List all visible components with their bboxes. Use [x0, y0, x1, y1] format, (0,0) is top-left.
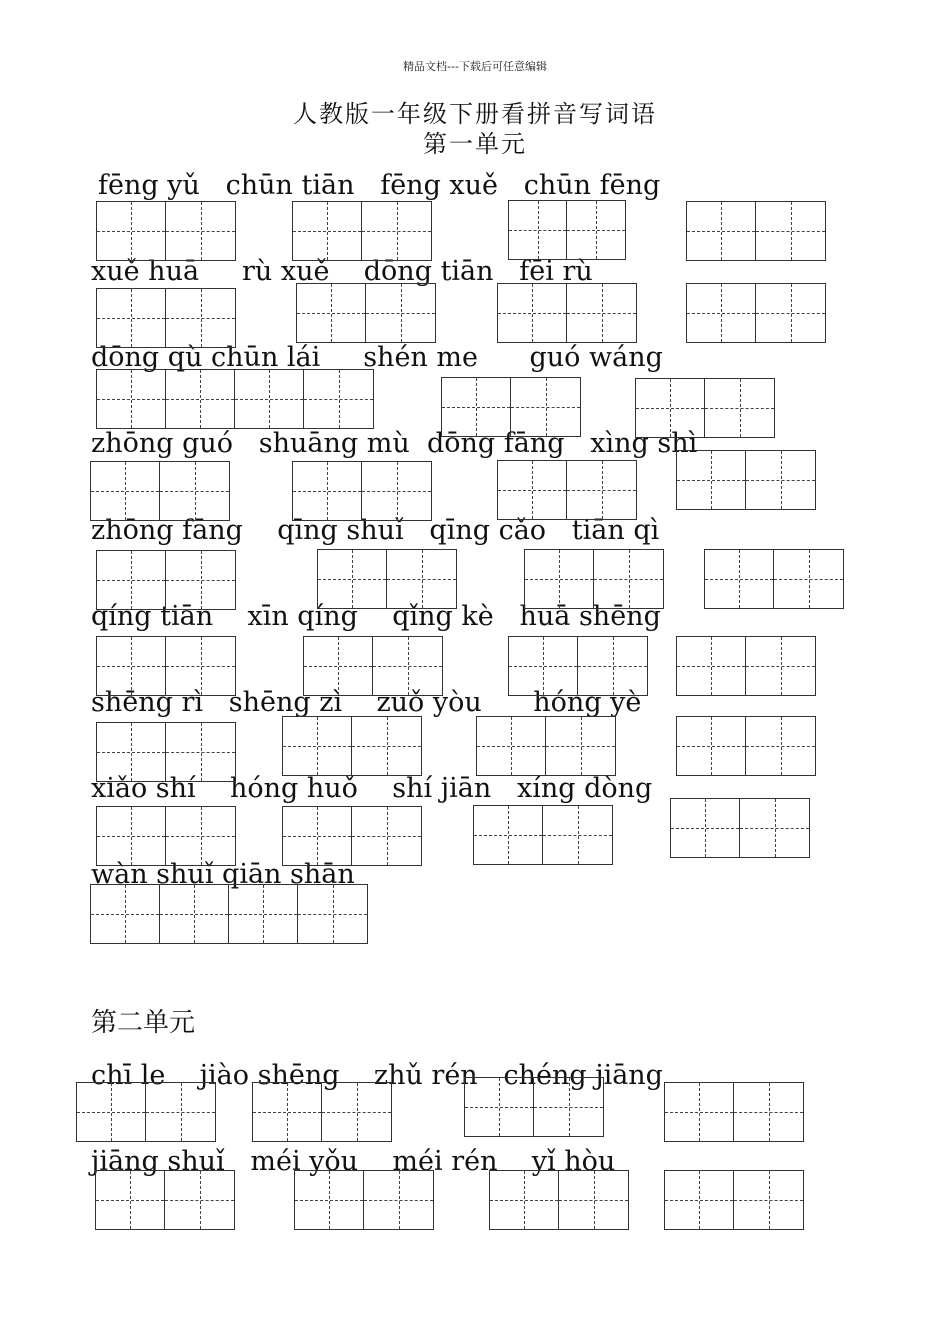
writing-box[interactable] [292, 461, 432, 521]
pinyin-row: jiāng shuǐ méi yǒu méi rén yǐ hòu [91, 1146, 616, 1177]
writing-box[interactable] [524, 549, 664, 609]
unit1-heading: 第一单元 [423, 130, 527, 158]
header-note: 精品文档---下载后可任意编辑 [403, 60, 547, 73]
writing-box[interactable] [686, 201, 826, 261]
pinyin-row: zhōng guó shuāng mù dōng fāng xìng shì [91, 428, 698, 459]
writing-box[interactable] [676, 636, 816, 696]
pinyin-row: xiǎo shí hóng huǒ shí jiān xíng dòng [91, 773, 653, 804]
writing-box[interactable] [90, 461, 230, 521]
writing-box[interactable] [76, 1082, 216, 1142]
writing-box[interactable] [676, 716, 816, 776]
writing-box[interactable] [96, 636, 236, 696]
pinyin-row: dōng qù chūn lái shén me guó wáng [91, 342, 663, 373]
pinyin-row: zhōng fāng qīng shuǐ qīng cǎo tiān qì [91, 515, 660, 546]
writing-box[interactable] [96, 369, 374, 429]
writing-box[interactable] [282, 806, 422, 866]
writing-box[interactable] [294, 1170, 434, 1230]
writing-box[interactable] [489, 1170, 629, 1230]
pinyin-row: qíng tiān xīn qíng qǐng kè huā shēng [91, 601, 661, 632]
writing-box[interactable] [441, 377, 581, 437]
writing-box[interactable] [282, 716, 422, 776]
writing-box[interactable] [704, 549, 844, 609]
pinyin-row: xuě huā rù xuě dōng tiān fēi rù [91, 256, 593, 287]
unit2-heading: 第二单元 [91, 1008, 196, 1038]
writing-box[interactable] [252, 1082, 392, 1142]
writing-box[interactable] [303, 636, 443, 696]
writing-box[interactable] [473, 805, 613, 865]
writing-box[interactable] [96, 550, 236, 610]
writing-box[interactable] [96, 288, 236, 348]
writing-box[interactable] [96, 806, 236, 866]
writing-box[interactable] [95, 1170, 235, 1230]
writing-box[interactable] [296, 283, 436, 343]
writing-box[interactable] [497, 460, 637, 520]
writing-box[interactable] [664, 1082, 804, 1142]
pinyin-row: fēng yǔ chūn tiān fēng xuě chūn fēng [98, 170, 661, 201]
writing-box[interactable] [292, 201, 432, 261]
writing-box[interactable] [508, 200, 626, 260]
page-title: 人教版一年级下册看拼音写词语 [293, 100, 657, 128]
pinyin-row: shēng rì shēng zì zuǒ yòu hóng yè [91, 687, 642, 718]
writing-box[interactable] [686, 283, 826, 343]
writing-box[interactable] [676, 450, 816, 510]
writing-box[interactable] [317, 549, 457, 609]
pinyin-row: chī le jiào shēng zhǔ rén chéng jiāng [91, 1060, 663, 1091]
writing-box[interactable] [90, 884, 368, 944]
writing-box[interactable] [96, 722, 236, 782]
writing-box[interactable] [664, 1170, 804, 1230]
writing-box[interactable] [635, 378, 775, 438]
pinyin-row: wàn shuǐ qiān shān [91, 859, 355, 890]
writing-box[interactable] [464, 1077, 604, 1137]
writing-box[interactable] [476, 716, 616, 776]
writing-box[interactable] [508, 636, 648, 696]
writing-box[interactable] [670, 798, 810, 858]
writing-box[interactable] [497, 283, 637, 343]
writing-box[interactable] [96, 201, 236, 261]
